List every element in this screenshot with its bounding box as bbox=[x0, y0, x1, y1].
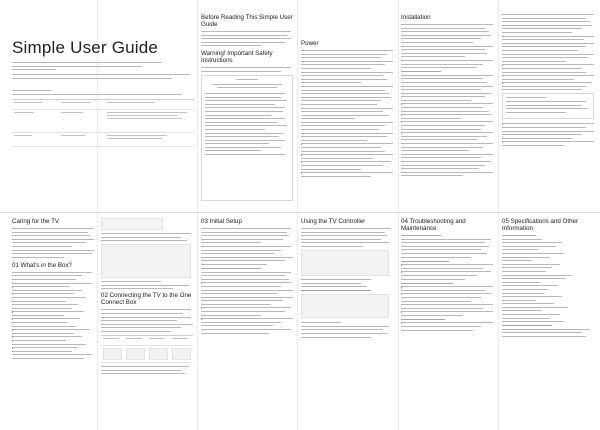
model-table bbox=[12, 90, 194, 147]
caution-box bbox=[201, 75, 293, 201]
page-divider bbox=[0, 212, 600, 213]
page-footer: · bbox=[12, 203, 13, 207]
caring-heading: Caring for the TV bbox=[12, 218, 60, 225]
problem-subheading-1 bbox=[401, 261, 493, 262]
controller-subheading bbox=[301, 290, 393, 291]
whats-in-box-heading: 01 What's in the Box? bbox=[12, 261, 72, 269]
connection-table bbox=[101, 335, 193, 363]
troubleshooting-heading: 04 Troubleshooting and Maintenance bbox=[401, 218, 466, 232]
installation-heading: Installation bbox=[401, 14, 431, 21]
contents-figure bbox=[101, 218, 163, 230]
warning-heading: Warning! Important Safety Instructions bbox=[201, 50, 273, 65]
connecting-heading: 02 Connecting the TV to the One Connect Box bbox=[101, 292, 192, 307]
remote-figure bbox=[101, 244, 191, 278]
tv-controller-heading: Using the TV Controller bbox=[301, 218, 366, 225]
caring-section bbox=[12, 218, 94, 362]
environment-subheading bbox=[502, 325, 594, 326]
tv-controller-section bbox=[301, 218, 393, 340]
initial-setup-section bbox=[201, 218, 293, 336]
setup-subheading bbox=[201, 268, 293, 269]
cover-intro bbox=[12, 62, 192, 81]
control-menu-figure bbox=[301, 294, 389, 318]
problem-subheading-3 bbox=[401, 319, 493, 320]
connecting-section bbox=[101, 218, 193, 377]
specs-section bbox=[502, 218, 594, 340]
notice-box bbox=[502, 93, 594, 119]
troubleshooting-section bbox=[401, 218, 493, 333]
troubleshooting-subheading bbox=[401, 235, 493, 236]
installation-subheading bbox=[401, 71, 493, 72]
specs-heading: 05 Specifications and Other Information bbox=[502, 218, 579, 232]
installation-section bbox=[401, 14, 493, 179]
power-heading: Power bbox=[301, 40, 319, 47]
power-section bbox=[301, 40, 393, 179]
specs-subheading bbox=[502, 235, 594, 236]
before-reading-heading: Before Reading This Simple User Guide bbox=[201, 14, 293, 28]
controller-figure bbox=[301, 250, 389, 276]
installation-continued bbox=[502, 14, 594, 149]
before-reading-section bbox=[201, 14, 293, 201]
initial-setup-heading: 03 Initial Setup bbox=[201, 218, 242, 225]
document-title: Simple User Guide bbox=[12, 38, 159, 57]
problem-subheading-2 bbox=[401, 283, 493, 284]
